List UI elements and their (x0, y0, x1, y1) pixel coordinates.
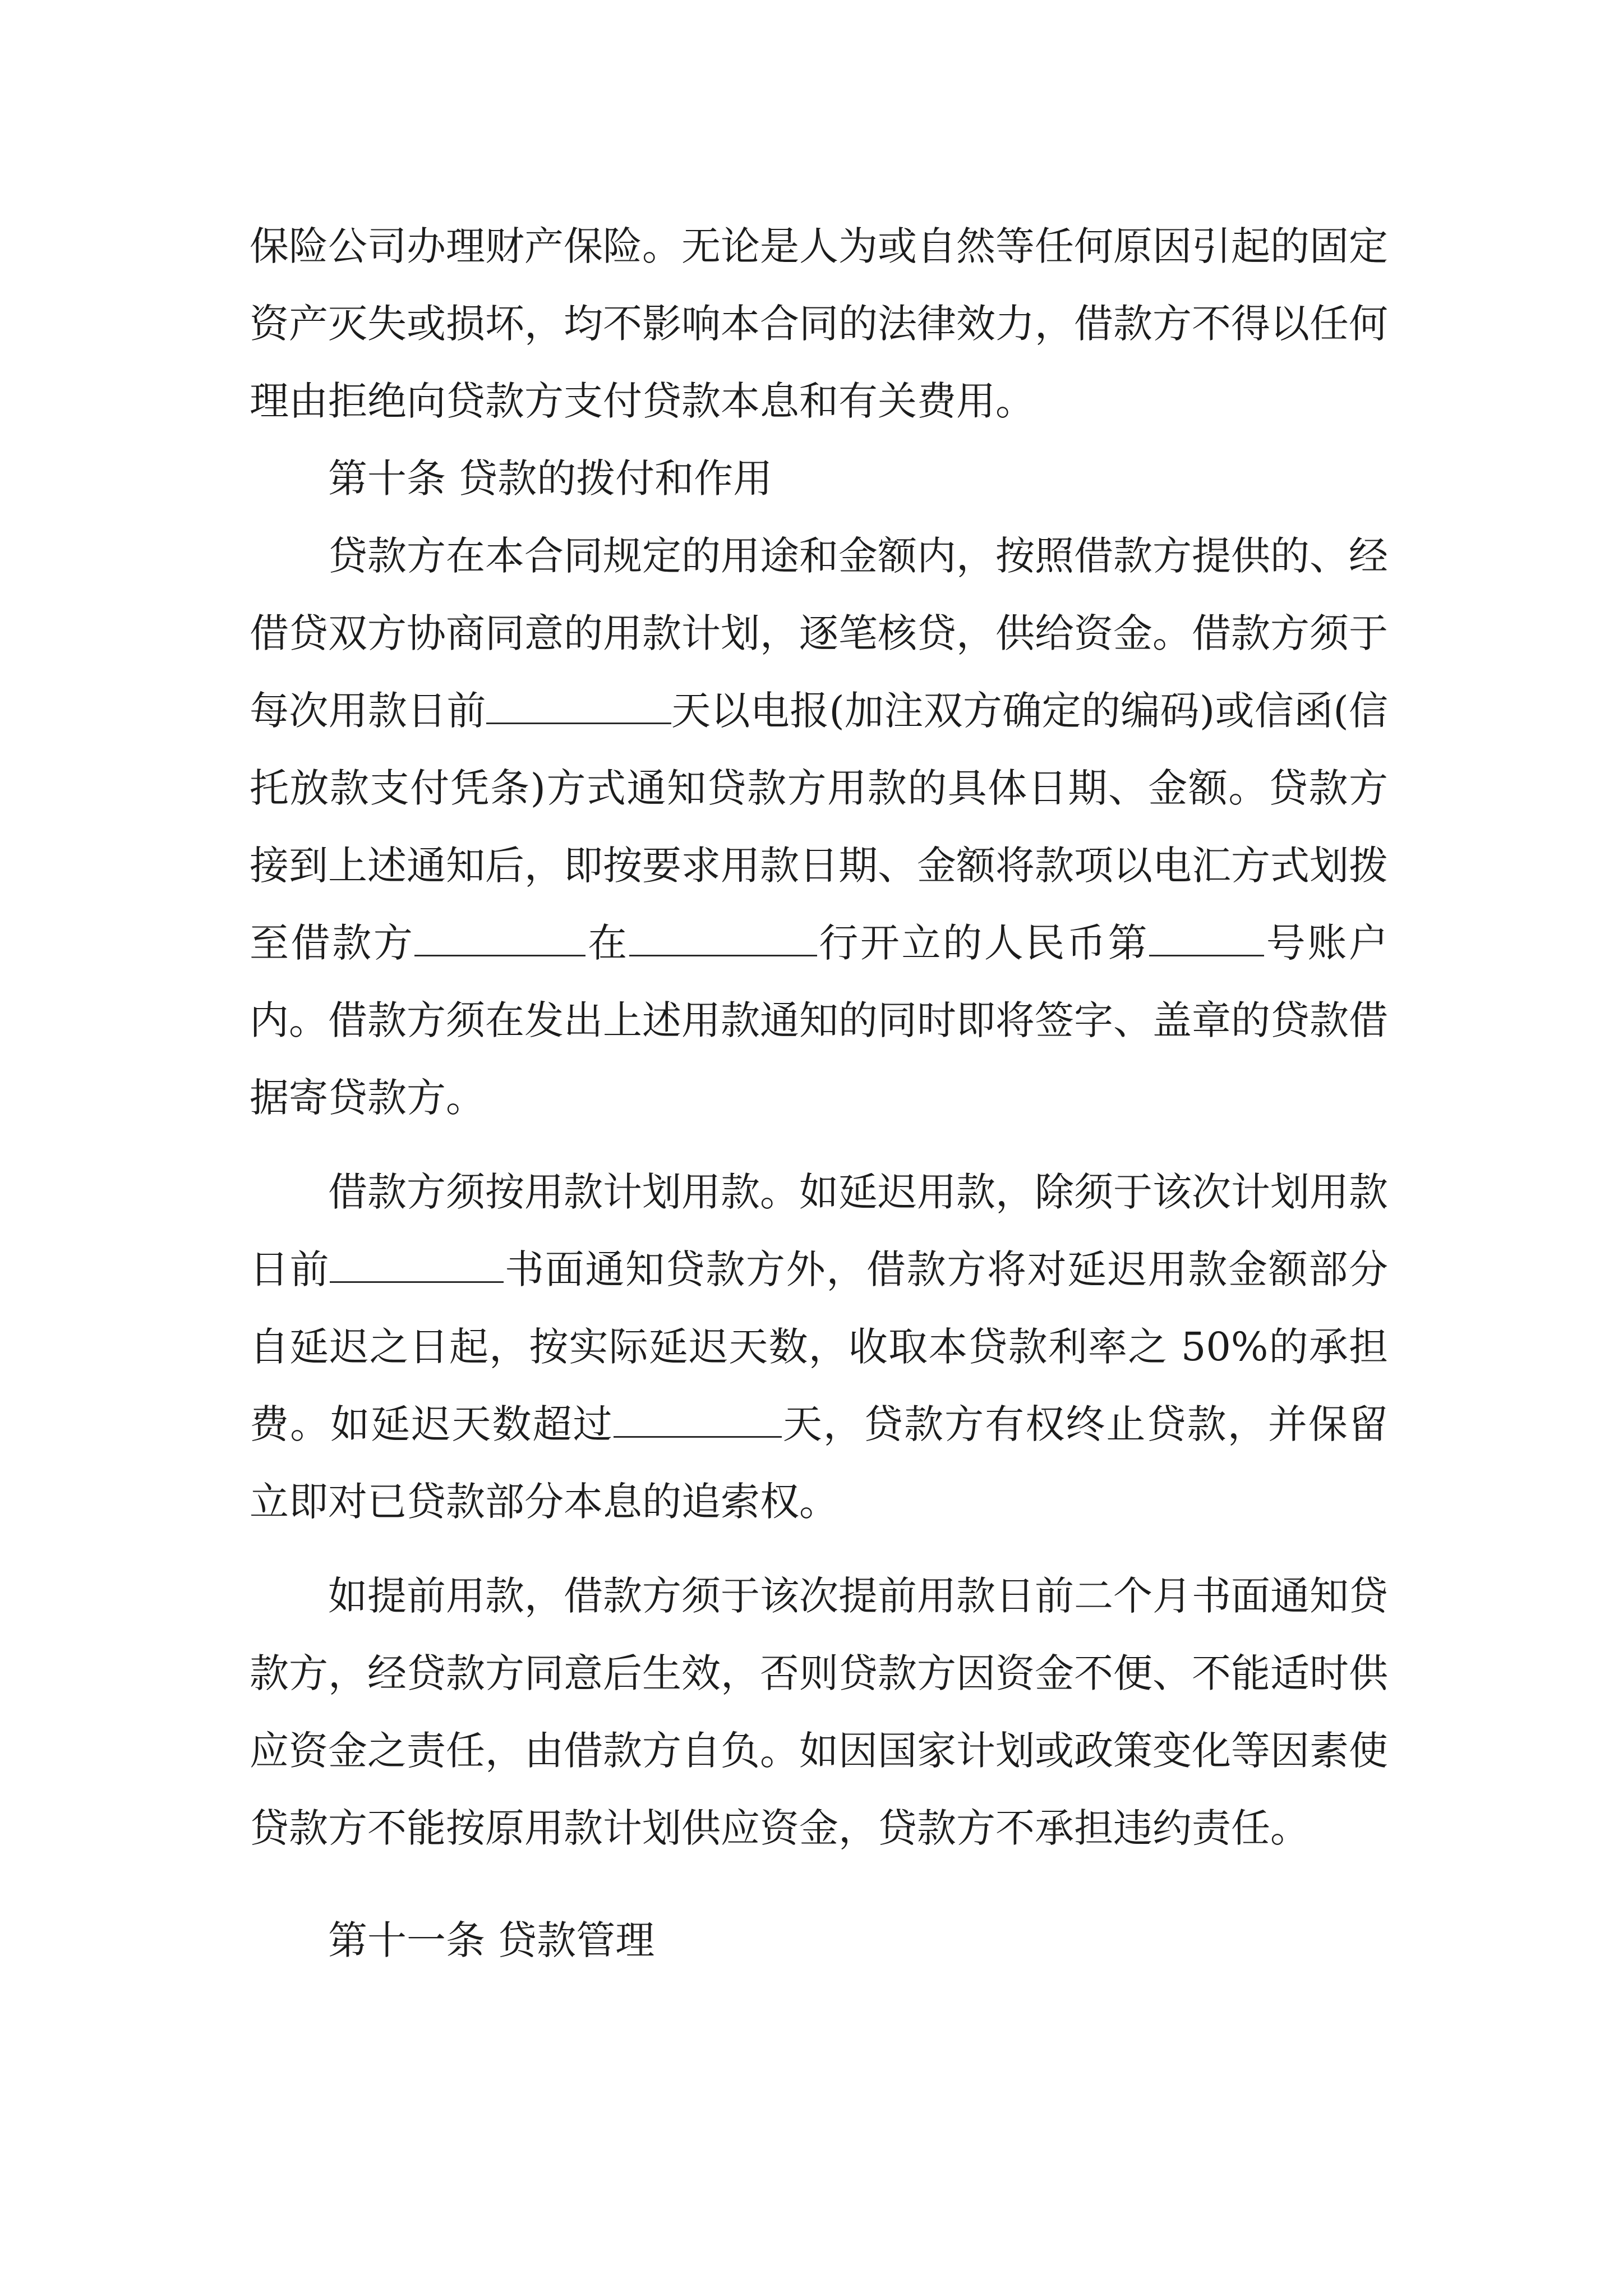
article-10-heading (250, 440, 1388, 517)
document-body (250, 208, 1388, 1979)
blank-borrower-name (414, 919, 585, 956)
blank-bank-name (629, 919, 817, 956)
early-use-text: 如提前用款，借款方须于该次提前用款日前二个月书面通知贷款方，经贷款方同意后生效，否则贷款方因资金不便、不能适时供应资金之责任，由借款方自负。如因国家计划或政策变化等因素使贷款方不能按原用款计划供应资金，贷款方不承担违约责任。 (250, 1573, 1388, 1851)
paragraph-insurance-text: 保险公司办理财产保险。无论是人为或自然等任何原因引起的固定资产灭失或损坏，均不影响本合同的法律效力，借款方不得以任何理由拒绝向贷款方支付贷款本息和有关费用。 (250, 223, 1388, 424)
paragraph-delayed-use (250, 1153, 1388, 1540)
paragraph-insurance (250, 208, 1388, 440)
paragraph-early-use (250, 1557, 1388, 1867)
article-11-heading-text: 第十一条 贷款管理 (328, 1917, 655, 1963)
disbursement-text-2: 天以电报(加注双方确定的编码)或信函(信托放款支付凭条)方式通知贷款方用款的具体日期、金额。贷款方接到上述通知后，即按要求用款日期、金额将款项以电汇方式划拨至借款方 (250, 688, 1389, 966)
disbursement-text-3: 在 (585, 920, 629, 966)
delayed-use-text-1: 借款方须按用款计划用款。如延迟用款，除须于该次计划用款日前 (250, 1169, 1388, 1292)
delayed-use-text-3: 天，贷款方有权终止贷款，并保留立即对已贷款部分本息的追索权。 (250, 1401, 1388, 1525)
article-10-heading-text: 第十条 贷款的拨付和作用 (328, 455, 773, 501)
paragraph-disbursement (250, 517, 1388, 1137)
blank-notice-period (330, 1246, 504, 1283)
blank-days-before-use (486, 687, 671, 724)
blank-delay-days (614, 1401, 782, 1438)
disbursement-text-4: 行开立的人民币第 (817, 920, 1150, 966)
blank-account-number (1149, 919, 1264, 956)
disbursement-text-5: 号账户内。借款方须在发出上述用款通知的同时即将签字、盖章的贷款借据寄贷款方。 (250, 920, 1389, 1121)
disbursement-text-1: 贷款方在本合同规定的用途和金额内，按照借款方提供的、经借贷双方协商同意的用款计划，逐笔核贷，供给资金。借款方须于每次用款日前 (250, 533, 1388, 734)
delayed-use-text-2: 书面通知贷款方外，借款方将对延迟用款金额部分自延迟之日起，按实际延迟天数，收取本贷款利率之 50%的承担费。如延迟天数超过 (250, 1246, 1389, 1447)
article-11-heading (250, 1902, 1388, 1979)
